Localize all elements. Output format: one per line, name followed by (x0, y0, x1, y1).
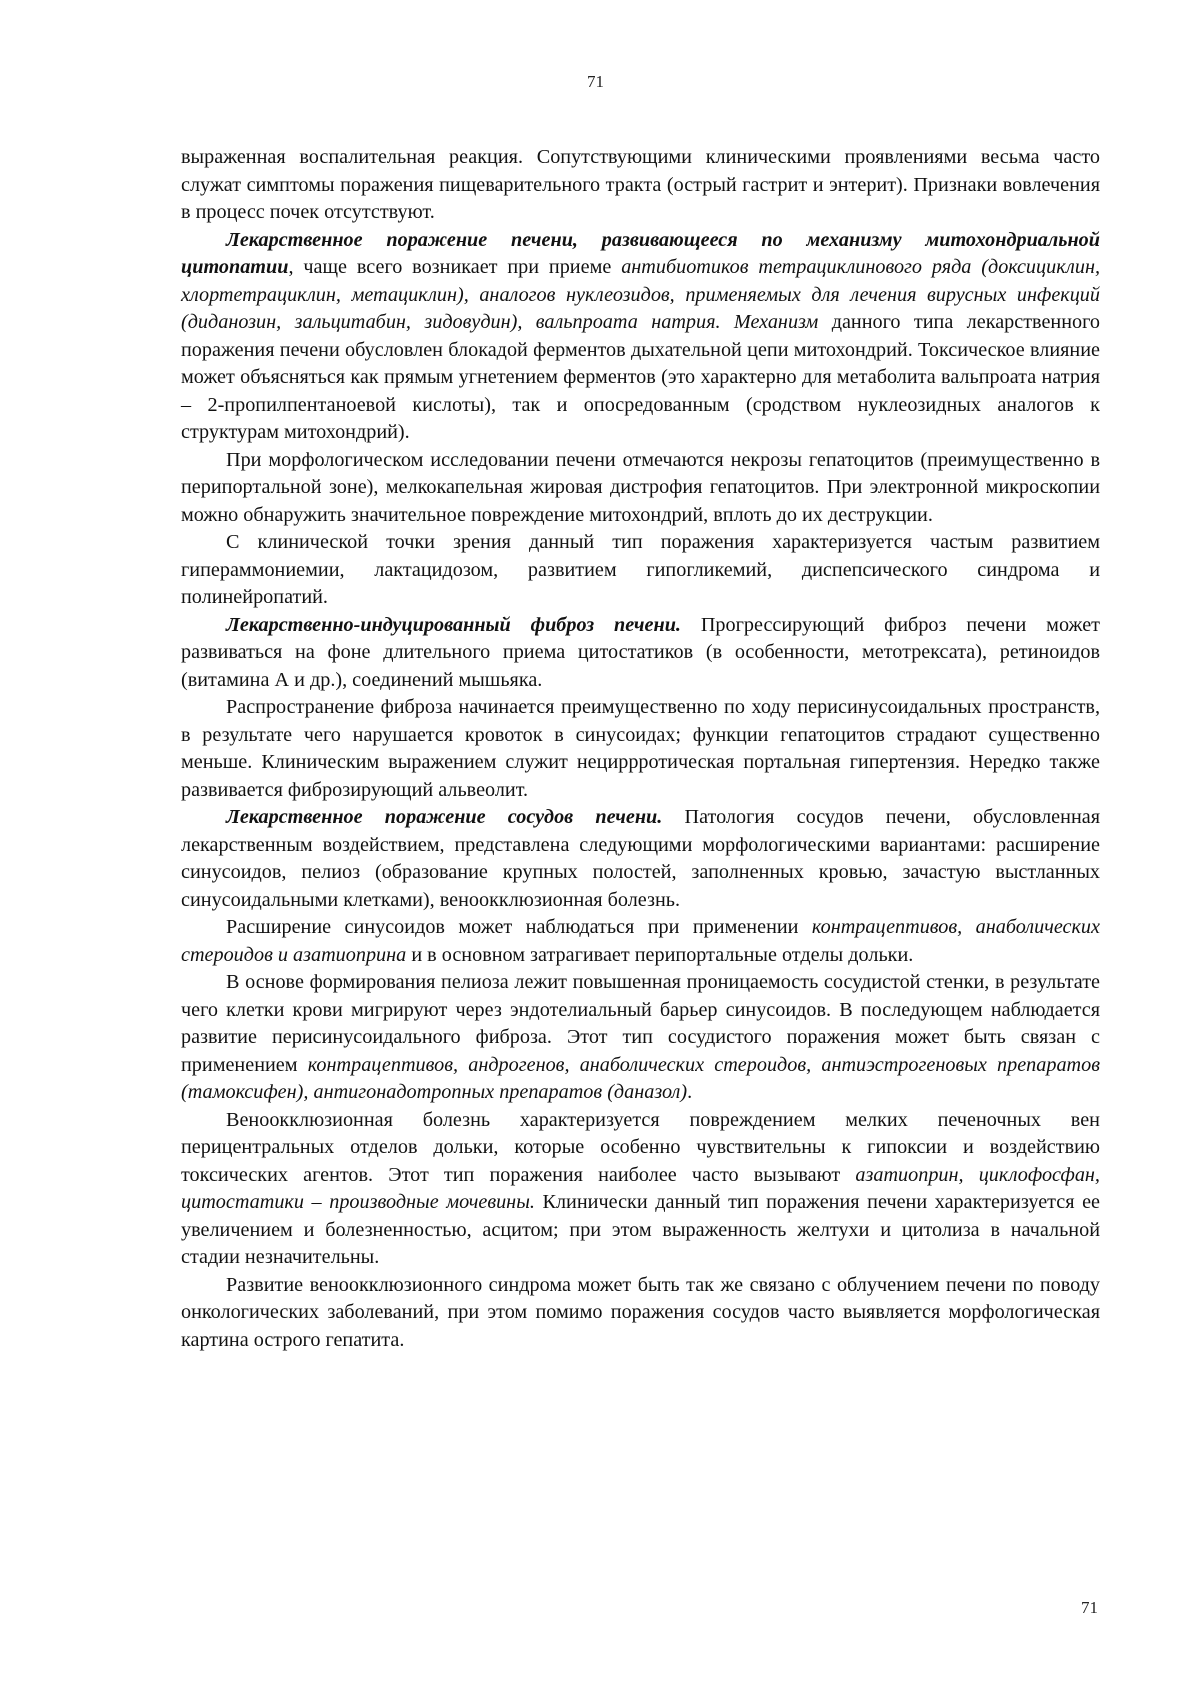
paragraph-text: . (687, 1081, 693, 1103)
paragraph (181, 447, 1100, 530)
paragraph-text: Веноокклюзионная болезнь характеризуется повреждением мелких печеночных вен перицентральных отделов дольки, которые особенно чувствительны к гипоксии и воздействию токсических агентов. Этот тип поражения наиболее часто вызывают (181, 1108, 1100, 1186)
paragraph-text: Распространение фиброза начинается преимущественно по ходу перисинусоидальных пространств, в результате чего нарушается кровоток в синусоидах; функции гепатоцитов страдают существенно меньше. Клиническим выражением служит нециррротическая портальная гипертензия. Нередко также развивается фиброзирующий альвеолит. (181, 696, 1100, 801)
paragraph-text: В основе формирования пелиоза лежит повышенная проницаемость сосудистой стенки, в результате чего клетки крови мигрируют через эндотелиальный барьер синусоидов. В последующем наблюдается развитие перисинусоидального фиброза. Этот тип сосудистого поражения может быть связан с применением (181, 971, 1100, 1076)
paragraph (181, 969, 1100, 1107)
paragraph (181, 1107, 1100, 1272)
paragraph (181, 1272, 1100, 1355)
paragraph (181, 804, 1100, 914)
paragraph-text: Прогрессирующий фиброз печени может развиваться на фоне длительного приема цитостатиков (в особенности, метотрексата), ретиноидов (витамина А и др.), соединений мышьяка. (181, 613, 1100, 691)
paragraph-text: данного типа лекарственного поражения печени обусловлен блокадой ферментов дыхательной цепи митохондрий. Токсическое влияние может объясняться как прямым угнетением ферментов (это характерно для метаболита вальпроата натрия – 2-пропилпентаноевой кислоты), так и опосредованным (сродством нуклеозидных аналогов к структурам митохондрий). (181, 311, 1101, 443)
section-heading-vascular: Лекарственное поражение сосудов печени. (226, 806, 663, 828)
paragraph (181, 914, 1100, 969)
paragraph-text: При морфологическом исследовании печени отмечаются некрозы гепатоцитов (преимущественно в перипортальной зоне), мелкокапельная жировая дистрофия гепатоцитов. При электронной микроскопии можно обнаружить значительное повреждение митохондрий, вплоть до их деструкции. (181, 448, 1100, 526)
paragraph (181, 144, 1100, 227)
paragraph-text: Развитие веноокклюзионного синдрома может быть так же связано с облучением печени по поводу онкологических заболеваний, при этом помимо поражения сосудов часто выявляется морфологическая картина острого гепатита. (181, 1273, 1100, 1351)
section-heading-fibrosis: Лекарственно-индуцированный фиброз печени. (226, 613, 681, 636)
drug-list: азатиоприн, циклофосфан, цитостатики – производные мочевины. (181, 1163, 1100, 1213)
paragraph-text: и в основном затрагивает перипортальные отделы дольки. (406, 943, 914, 966)
paragraph-text: выраженная воспалительная реакция. Сопутствующими клиническими проявлениями весьма часто служат симптомы поражения пищеварительного тракта (острый гастрит и энтерит). Признаки вовлечения в процесс почек отсутствуют. (181, 146, 1100, 223)
page-number-bottom: 71 (1081, 1598, 1098, 1617)
paragraph-text: С клинической точки зрения данный тип поражения характеризуется частым развитием гипераммониемии, лактацидозом, развитием гипогликемий, диспепсического синдрома и полинейропатий. (181, 531, 1100, 608)
drug-list: контрацептивов, андрогенов, анаболических стероидов, антиэстрогеновых препаратов (тамоксифен), антигонадотропных препаратов (даназол) (181, 1053, 1100, 1103)
page-number-top: 71 (587, 72, 604, 91)
paragraph (181, 694, 1100, 804)
paragraph-text: , чаще всего возникает при приеме (288, 256, 622, 278)
paragraph (181, 612, 1100, 695)
section-heading-mitochondrial: Лекарственное поражение печени, развивающееся по механизму митохондриальной цитопатии (181, 228, 1100, 278)
drug-list: контрацептивов, анаболических стероидов и азатиоприна (181, 916, 1100, 966)
paragraph (181, 529, 1100, 612)
paragraph-text: Патология сосудов печени, обусловленная лекарственным воздействием, представлена следующими морфологическими вариантами: расширение синусоидов, пелиоз (образование крупных полостей, заполненных кровью, зачастую выстланных синусоидальными клетками), веноокклюзионная болезнь. (181, 806, 1100, 911)
paragraph-text: Клинически данный тип поражения печени характеризуется ее увеличением и болезненностью, асцитом; при этом выраженность желтухи и цитолиза в начальной стадии незначительны. (181, 1191, 1100, 1268)
drug-list: антибиотиков тетрациклинового ряда (доксициклин, хлортетрациклин, метациклин), аналогов нуклеозидов, применяемых для лечения вирусных инфекций (диданозин, зальцитабин, зидовудин), вальпроата натрия. Механизм (181, 256, 1101, 333)
paragraph-text: Расширение синусоидов может наблюдаться при применении (226, 916, 812, 938)
document-body (181, 144, 1100, 1354)
paragraph (181, 227, 1100, 447)
